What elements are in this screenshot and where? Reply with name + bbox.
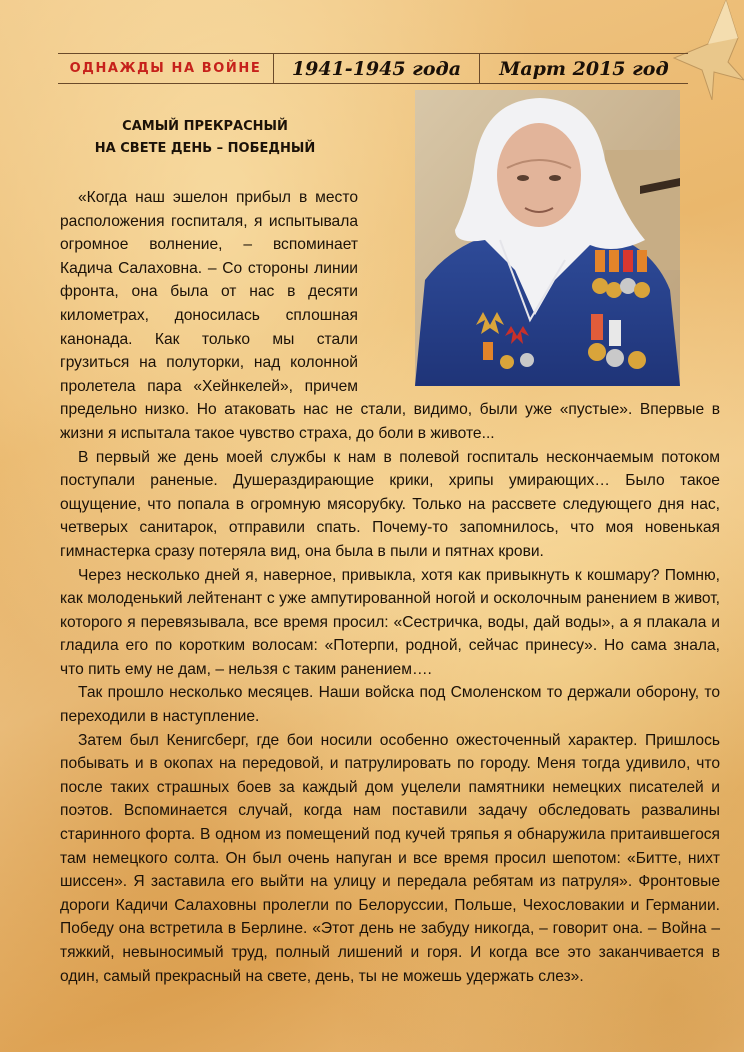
photo-spacer	[358, 186, 720, 386]
paragraph-4: Так прошло несколько месяцев. Наши войска под Смоленском то держали оборону, то переходили в наступление.	[60, 684, 720, 726]
paragraph-1: «Когда наш эшелон прибыл в место расположения госпиталя, я испытывала огромное волнение, – вспоминает Кадича Салаховна. – Со стороны линии фронта, она была от нас в десяти километрах, доносилась сплошная канонада. Как только мы стали грузиться на полуторки, над колонной пролетела пара «Хейнкелей», причем предельно низко. Но атаковать нас не стали, видимо, были уже «пустые». Впервые в жизни я испытала такое чувство страха, до боли в животе...	[60, 189, 720, 442]
star-icon	[654, 0, 744, 100]
page-header	[58, 53, 688, 84]
article-title	[60, 116, 350, 160]
article-title-line2: НА СВЕТЕ ДЕНЬ – ПОБЕДНЫЙ	[94, 141, 316, 156]
article-title-line1: САМЫЙ ПРЕКРАСНЫЙ	[122, 119, 288, 134]
section-title: ОДНАЖДЫ НА ВОЙНЕ	[69, 61, 262, 76]
paragraph-3: Через несколько дней я, наверное, привыкла, хотя как привыкнуть к кошмару? Помню, как молоденький лейтенант с уже ампутированной ногой и осколочным ранением в живот, которого я перевязывала, все время просил: «Сестричка, воды, дай воды», а я плакала и гладила его по коротким волосам: «Потерпи, родной, сейчас принесу». Но сама знала, что пить ему не дам, – нельзя с таким ранением….	[60, 566, 720, 678]
years-label: 1941-1945 года	[291, 57, 462, 80]
issue-date: Март 2015 год	[499, 57, 669, 80]
paragraph-5: Затем был Кенигсберг, где бои носили особенно ожесточенный характер. Пришлось побывать и в окопах на передовой, и патрулировать по городу. Меня тогда удивило, что после таких страшных боев за каждый дом уцелели памятники немецких писателей и поэтов. Вспоминается случай, когда нам поставили задачу обследовать развалины старинного форта. В одном из помещений под кучей тряпья я обнаружила притаившегося там немецкого солта. Он был очень напуган и все время просил шепотом: «Битте, нихт шиссен». Я заставила его выйти на улицу и передала ребятам из патруля». Фронтовые дороги Кадичи Салаховны пролегли по Белоруссии, Польше, Чехословакии и Германии. Победу она встретила в Берлине. «Этот день не забуду никогда, – говорит она. – Война – тяжкий, невыносимый труд, полный лишений и горя. И когда все это заканчивается в один, самый прекрасный на свете, день, ты не можешь удержать слез».	[60, 731, 720, 985]
paragraph-2: В первый же день моей службы к нам в полевой госпиталь нескончаемым потоком поступали раненые. Душераздирающие крики, хрипы умирающих… Было такое ощущение, что попала в огромную мясорубку. Только на рассвете следующего дня нас, четверых санитарок, отправили спать. Почему-то запомнилось, что моя новенькая гимнастерка сразу потеряла вид, она была в пыли и пятнах крови.	[60, 448, 720, 560]
article-body	[60, 186, 720, 988]
